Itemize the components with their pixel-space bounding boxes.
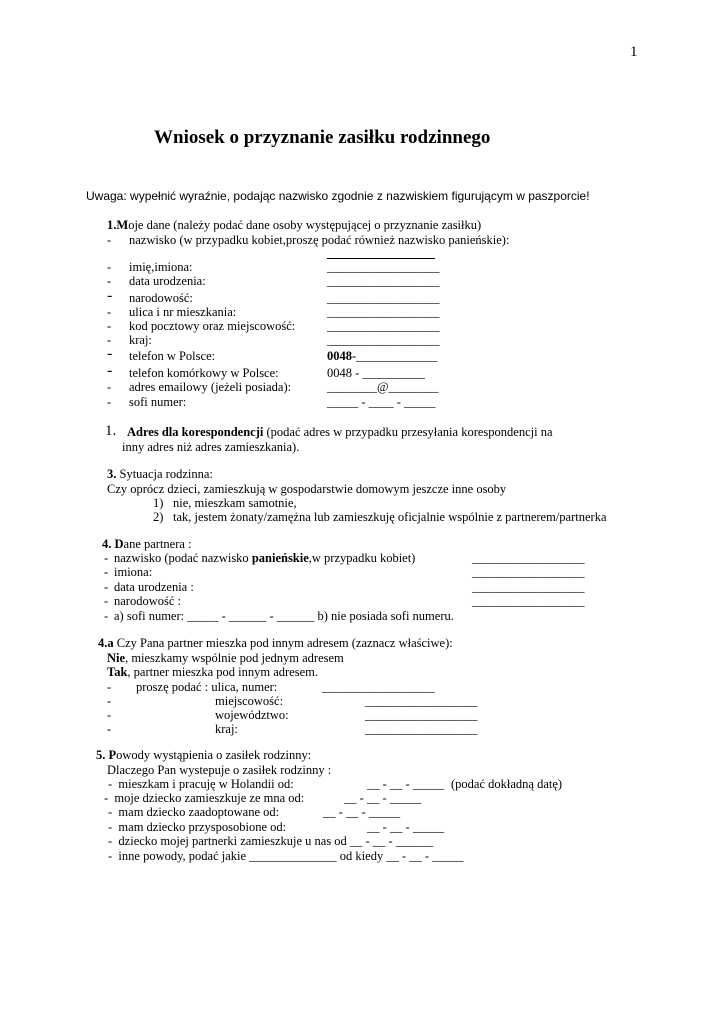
section4a-heading: 4.a Czy Pana partner mieszka pod innym adresem (zaznacz właściwe): xyxy=(98,636,453,650)
surname-label: nazwisko (w przypadku kobiet,proszę podać również nazwisko panieńskie): xyxy=(129,233,510,247)
reason-item: - mam dziecko zaadoptowane od: xyxy=(108,805,280,819)
reason-date-field[interactable]: __ - __ - _____ xyxy=(344,791,422,805)
dash-marker: - xyxy=(104,594,109,608)
page-number: 1 xyxy=(630,44,638,60)
dash-marker: - xyxy=(104,580,109,594)
email-label: adres emailowy (jeżeli posiada): xyxy=(129,380,292,394)
partner-surname-label: nazwisko (podać nazwisko panieńskie,w przypadku kobiet) xyxy=(114,551,416,565)
dash-marker: - xyxy=(104,551,109,565)
partner-province-field[interactable]: __________________ xyxy=(365,708,478,722)
partner-birth-label: data urodzenia : xyxy=(114,580,194,594)
dash-marker: - xyxy=(107,287,113,304)
mobile-field[interactable]: 0048 - __________ xyxy=(327,366,425,380)
partner-country-field[interactable]: __________________ xyxy=(365,722,478,736)
section5-heading: 5. Powody wystąpienia o zasiłek rodzinny: xyxy=(96,748,312,762)
partner-sofi-line[interactable]: a) sofi numer: _____ - ______ - ______ b) nie posiada sofi numeru. xyxy=(114,609,454,623)
street-field[interactable]: __________________ xyxy=(327,305,440,319)
nationality-field[interactable]: __________________ xyxy=(327,291,440,305)
partner-street-field[interactable]: __________________ xyxy=(322,680,435,694)
partner-city-field[interactable]: __________________ xyxy=(365,694,478,708)
reason-item: - mam dziecko przysposobione od: xyxy=(108,820,287,834)
partner-province-label: województwo: xyxy=(215,708,289,722)
phone-field[interactable]: 0048-_____________ xyxy=(327,349,438,363)
partner-birth-field[interactable]: __________________ xyxy=(472,580,585,594)
partner-names-field[interactable]: __________________ xyxy=(472,565,585,579)
option-number: 2) xyxy=(153,510,164,524)
dash-marker: - xyxy=(107,362,113,379)
reason-note: (podać dokładną datę) xyxy=(451,777,563,791)
country-field[interactable]: __________________ xyxy=(327,333,440,347)
postcode-city-label: kod pocztowy oraz miejscowość: xyxy=(129,319,296,333)
section2-heading: Adres dla korespondencji (podać adres w przypadku przesyłania korespondencji na xyxy=(127,425,553,439)
reason-item: - mieszkam i pracuję w Holandii od: xyxy=(108,777,294,791)
first-name-label: imię,imiona: xyxy=(129,260,193,274)
reason-date-field[interactable]: __ - __ - _____ xyxy=(367,777,445,791)
postcode-city-field[interactable]: __________________ xyxy=(327,319,440,333)
partner-country-label: kraj: xyxy=(215,722,238,736)
reason-date-field[interactable]: __ - __ - _____ xyxy=(323,805,401,819)
option-number: 1) xyxy=(153,496,164,510)
dash-marker: - xyxy=(107,333,112,347)
option-yes-partner[interactable]: tak, jestem żonaty/zamężna lub zamieszkuję oficjalnie wspólnie z partnerem/partnerka xyxy=(173,510,607,524)
dash-marker: - xyxy=(104,609,109,623)
dash-marker: - xyxy=(107,694,112,708)
dash-marker: - xyxy=(107,345,113,362)
street-label: ulica i nr mieszkania: xyxy=(129,305,237,319)
birth-date-field[interactable]: __________________ xyxy=(327,274,440,288)
section3-heading: 3. Sytuacja rodzinna: xyxy=(107,467,213,481)
section2-line2: inny adres niż adres zamieszkania). xyxy=(122,440,300,454)
section4-heading: 4. Dane partnera : xyxy=(102,537,192,551)
section1-heading: 1.Moje dane (należy podać dane osoby występującej o przyznanie zasiłku) xyxy=(107,218,482,232)
reason-date-field[interactable]: __ - __ - _____ xyxy=(367,820,445,834)
email-field[interactable]: ________@________ xyxy=(327,380,439,394)
section5-question: Dlaczego Pan wystepuje o zasiłek rodzinny : xyxy=(107,763,332,777)
dash-marker: - xyxy=(107,380,112,394)
reason-item[interactable]: - dziecko mojej partnerki zamieszkuje u nas od __ - __ - ______ xyxy=(108,834,434,848)
partner-street-label: proszę podać : ulica, numer: xyxy=(136,680,278,694)
reason-item[interactable]: - inne powody, podać jakie ______________ od kiedy __ - __ - _____ xyxy=(108,849,464,863)
dash-marker: - xyxy=(107,305,112,319)
dash-marker: - xyxy=(107,260,112,274)
section3-question: Czy oprócz dzieci, zamieszkują w gospodarstwie domowym jeszcze inne osoby xyxy=(107,482,507,496)
dash-marker: - xyxy=(107,395,112,409)
partner-nationality-field[interactable]: __________________ xyxy=(472,594,585,608)
page-title: Wniosek o przyznanie zasiłku rodzinnego xyxy=(154,127,491,148)
dash-marker: - xyxy=(107,708,112,722)
phone-label: telefon w Polsce: xyxy=(129,349,216,363)
sofi-field[interactable]: _____ - ____ - _____ xyxy=(327,395,436,409)
partner-surname-field[interactable]: __________________ xyxy=(472,551,585,565)
country-label: kraj: xyxy=(129,333,152,347)
nationality-label: narodowość: xyxy=(129,291,193,305)
partner-city-label: miejscowość: xyxy=(215,694,284,708)
birth-date-label: data urodzenia: xyxy=(129,274,206,288)
partner-names-label: imiona: xyxy=(114,565,153,579)
option-no-alone[interactable]: nie, mieszkam samotnie, xyxy=(173,496,297,510)
first-name-field[interactable]: __________________ xyxy=(327,260,440,274)
option-other-address[interactable]: Tak, partner mieszka pod innym adresem. xyxy=(107,665,318,679)
partner-nationality-label: narodowość : xyxy=(114,594,181,608)
mobile-label: telefon komórkowy w Polsce: xyxy=(129,366,279,380)
dash-marker: - xyxy=(107,680,112,694)
reason-item: - moje dziecko zamieszkuje ze mna od: xyxy=(104,791,305,805)
dash-marker: - xyxy=(104,565,109,579)
section2-number: 1. xyxy=(105,423,117,439)
surname-input-line[interactable] xyxy=(327,244,435,259)
dash-marker: - xyxy=(107,319,112,333)
dash-marker: - xyxy=(107,233,112,247)
notice-text: Uwaga: wypełnić wyraźnie, podając nazwisko zgodnie z nazwiskiem figurującym w paszporcie! xyxy=(86,189,590,203)
option-same-address[interactable]: Nie, mieszkamy wspólnie pod jednym adresem xyxy=(107,651,344,665)
sofi-label: sofi numer: xyxy=(129,395,187,409)
dash-marker: - xyxy=(107,722,112,736)
dash-marker: - xyxy=(107,274,112,288)
